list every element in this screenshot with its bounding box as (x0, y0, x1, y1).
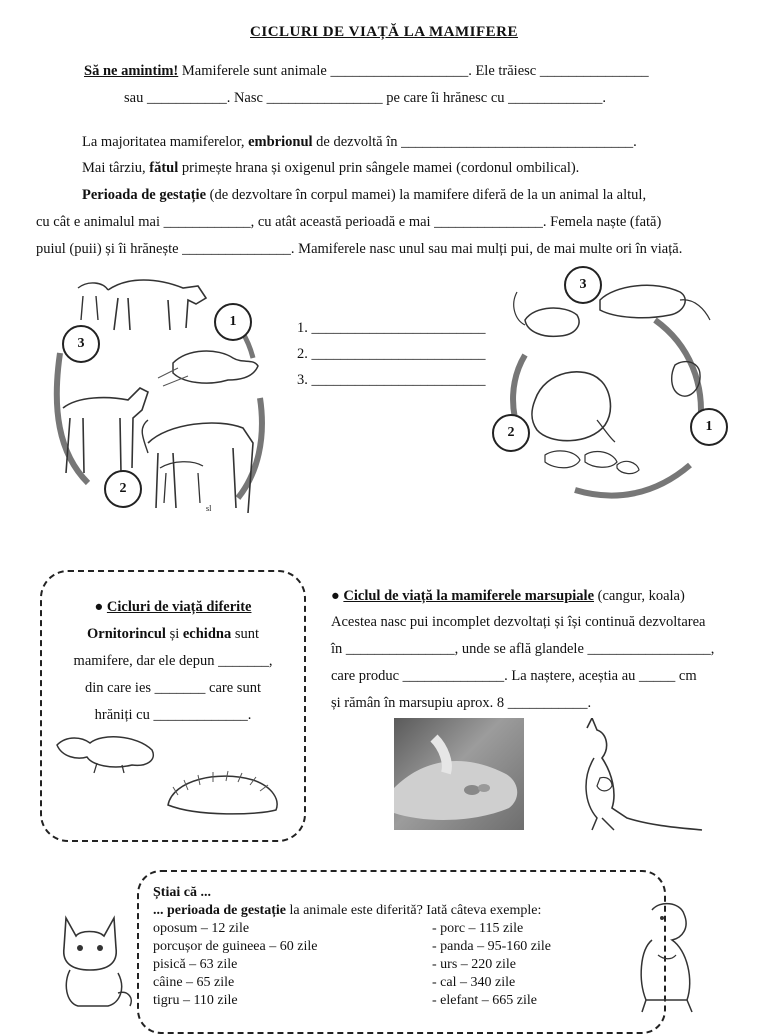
para-line-2 (82, 158, 579, 178)
marsupial-title: Ciclul de viață la mamiferele marsupiale (343, 588, 595, 604)
box-left-line-4: hrăniți cu _____________. (94, 707, 252, 723)
marsupial-title-rest: (cangur, koala) (594, 588, 685, 604)
marsupial-line-2: în _______________, unde se află glandele _________________, (331, 641, 715, 657)
bold-ornitorinc: Ornitorincul (86, 626, 166, 642)
facts-right-list (432, 920, 551, 1010)
para-text: (de dezvoltare în corpul mamei) la mamifere diferă de la un animal la altul, (206, 187, 647, 203)
answer-line-3[interactable]: 3. ________________________ (297, 372, 486, 388)
newborn-kangaroo-photo (394, 718, 524, 830)
mouse-cycle-step-2: 2 (492, 414, 530, 452)
echidna-image (158, 765, 283, 820)
para-text: primește hrana și oxigenul prin sângele mamei (cordonul ombilical). (178, 160, 580, 176)
para-line-4: cu cât e animalul mai ____________, cu atât această perioadă e mai _______________. Femela naște (fată) (36, 214, 662, 230)
answer-line-2[interactable]: 2. ________________________ (297, 346, 486, 362)
fact-item: pisică – 63 zile (153, 957, 238, 972)
mouse-cycle-step-3: 3 (564, 266, 602, 304)
mouse-cycle-drawing (505, 270, 720, 510)
echidna-drawing (158, 765, 283, 820)
hamster-drawing (632, 900, 704, 1015)
para-bold-embrion: embrionul (248, 134, 313, 150)
box-left-line-3: din care ies _______ care sunt (85, 680, 261, 696)
horse-cycle-step-1: 1 (214, 303, 252, 341)
cat-image (58, 908, 136, 1010)
box-left-title: Cicluri de viață diferite (106, 599, 252, 615)
marsupial-line-3: care produc ______________. La naștere, aceștia au _____ cm (331, 668, 697, 684)
platypus-image (52, 725, 162, 775)
fact-item: - cal – 340 zile (432, 975, 516, 990)
fact-item: - panda – 95-160 zile (432, 939, 551, 954)
para-text: Mai târziu, (82, 160, 150, 176)
bullet-icon: ● (331, 588, 340, 604)
facts-heading (153, 884, 211, 902)
platypus-drawing (52, 725, 162, 775)
intro-text-1: Mamiferele sunt animale ___________________. Ele trăiesc _______________ (181, 63, 649, 79)
marsupial-heading (331, 586, 685, 606)
facts-lead-rest: la animale este diferită? Iată câteva exemple: (285, 903, 542, 918)
para-text: La majoritatea mamiferelor, (82, 134, 249, 150)
illustration-mark: sl (206, 504, 212, 513)
facts-lead-bold: ... perioada de gestație (153, 903, 286, 918)
fact-item: oposum – 12 zile (153, 921, 250, 936)
para-bold-fat: fătul (149, 160, 179, 176)
fact-item: tigru – 110 zile (153, 993, 238, 1008)
facts-lead (153, 902, 541, 920)
fact-item: porcușor de guineea – 60 zile (153, 939, 318, 954)
para-text: de dezvoltă în ________________________________. (312, 134, 637, 150)
box-left-text: sunt (231, 626, 259, 642)
fact-item: - porc – 115 zile (432, 921, 524, 936)
kangaroo-image (572, 718, 707, 833)
page-title: CICLURI DE VIAȚĂ LA MAMIFERE (250, 24, 518, 40)
para-bold-gestatie: Perioada de gestație (82, 187, 207, 203)
fact-item: - urs – 220 zile (432, 957, 516, 972)
para-line-5: puiul (puii) și îi hrănește _______________. Mamiferele nasc unul sau mai mulți pui, de mai multe ori în viață. (36, 241, 683, 257)
horse-cycle-step-2: 2 (104, 470, 142, 508)
intro-line-2: sau ___________. Nasc ________________ pe care îi hrănesc cu _____________. (124, 90, 607, 106)
intro-label: Să ne amintim! (84, 63, 179, 79)
para-line-1 (82, 132, 637, 152)
box-left-line-1 (40, 624, 306, 644)
facts-left-list (153, 920, 317, 1010)
horse-cycle-step-3: 3 (62, 325, 100, 363)
answer-line-1[interactable]: 1. ________________________ (297, 320, 486, 336)
cat-drawing (58, 908, 136, 1010)
marsupial-line-1: Acestea nasc pui incomplet dezvoltați și își continuă dezvoltarea (331, 614, 706, 630)
facts-title: Știai că ... (153, 885, 211, 900)
box-left-text: și (165, 626, 183, 642)
hand-photo-drawing (394, 718, 524, 830)
kangaroo-drawing (572, 718, 707, 833)
hamster-image (632, 900, 704, 1015)
box-left-line-2: mamifere, dar ele depun _______, (73, 653, 273, 669)
mouse-cycle-step-1: 1 (690, 408, 728, 446)
fact-item: - elefant – 665 zile (432, 993, 537, 1008)
answer-list (297, 315, 486, 393)
marsupial-line-4: și rămân în marsupiu aprox. 8 ___________. (331, 695, 592, 711)
bold-echidna: echidna (182, 626, 232, 642)
bullet-icon: ● (94, 599, 104, 615)
intro-line-1 (84, 61, 649, 81)
mouse-life-cycle-illustration (505, 270, 720, 510)
fact-item: câine – 65 zile (153, 975, 235, 990)
para-line-3 (82, 185, 646, 205)
box-left-heading (40, 597, 306, 617)
